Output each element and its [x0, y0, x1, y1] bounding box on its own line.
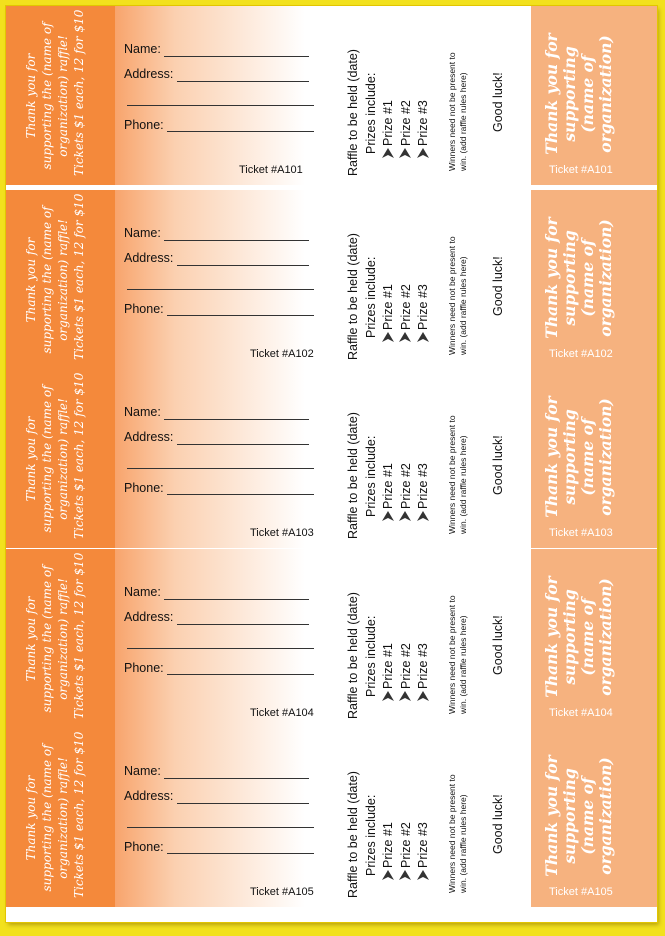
rules-line: Winners need not be present to	[447, 52, 457, 171]
left-stub-line: supporting the (name of	[40, 22, 54, 170]
left-stub	[6, 6, 115, 185]
name-line[interactable]	[164, 56, 309, 57]
stub-ticket-number: Ticket #A103	[549, 527, 613, 539]
prizes-include: Prizes include:	[363, 256, 378, 338]
address-line[interactable]	[177, 803, 309, 804]
right-stub-text	[543, 746, 615, 886]
phone-line[interactable]	[167, 131, 314, 132]
rules-line: Winners need not be present to	[447, 236, 457, 355]
good-luck: Good luck!	[491, 794, 505, 854]
raffle-date: Raffle to be held (date)	[346, 771, 360, 898]
ticket-number: Ticket #A102	[250, 348, 314, 360]
right-stub-line: supporting	[560, 589, 579, 685]
left-stub-text	[23, 193, 87, 360]
right-stub-line: (name of	[578, 239, 597, 317]
address-line[interactable]	[177, 81, 309, 82]
left-stub-line: Tickets $1 each, 12 for $10	[72, 372, 86, 539]
prizes-include: Prizes include:	[363, 794, 378, 876]
address-line[interactable]	[177, 265, 309, 266]
left-stub-line: Tickets $1 each, 12 for $10	[72, 552, 86, 719]
phone-label: Phone:	[124, 302, 164, 316]
right-stub-line: supporting	[560, 46, 579, 142]
left-stub-text	[23, 552, 87, 719]
right-stub-line: (name of	[578, 55, 597, 133]
address-line[interactable]	[177, 624, 309, 625]
phone-line[interactable]	[167, 674, 314, 675]
rules-line: Winners need not be present to	[447, 774, 457, 893]
right-stub-line: Thank you for	[542, 576, 561, 698]
stub-ticket-number: Ticket #A105	[549, 886, 613, 898]
name-label: Name:	[124, 42, 161, 56]
raffle-ticket	[6, 190, 657, 369]
prize-arrow-icon	[382, 867, 394, 885]
prize-3: Prize #3	[416, 100, 430, 146]
right-stub	[531, 190, 657, 369]
ticket-number: Ticket #A101	[239, 164, 303, 176]
prize-arrow-icon	[417, 508, 429, 526]
name-label: Name:	[124, 405, 161, 419]
prize-arrow-icon	[417, 867, 429, 885]
name-line[interactable]	[164, 778, 309, 779]
good-luck: Good luck!	[491, 615, 505, 675]
prize-arrow-icon	[382, 329, 394, 347]
phone-label: Phone:	[124, 481, 164, 495]
address-label: Address:	[124, 789, 174, 803]
prize-3: Prize #3	[416, 822, 430, 868]
right-stub-text	[543, 567, 615, 707]
prize-arrow-icon	[417, 329, 429, 347]
right-stub	[531, 728, 657, 907]
right-stub-text	[543, 387, 615, 527]
address-line-2[interactable]	[127, 105, 314, 106]
right-stub	[531, 6, 657, 185]
prize-1: Prize #1	[381, 822, 395, 868]
raffle-rules	[447, 52, 469, 171]
name-line[interactable]	[164, 240, 309, 241]
left-stub	[6, 190, 115, 369]
right-stub-line: (name of	[578, 777, 597, 855]
rules-line: win. (add raffle rules here)	[458, 256, 468, 355]
prizes-include: Prizes include:	[363, 435, 378, 517]
left-stub-line: organization) raffle!	[56, 398, 70, 520]
right-stub-line: Thank you for	[542, 33, 561, 155]
right-stub-line: Thank you for	[542, 396, 561, 518]
raffle-rules	[447, 774, 469, 893]
prize-2: Prize #2	[398, 643, 413, 689]
prizes-include: Prizes include:	[363, 615, 378, 697]
right-stub	[531, 549, 657, 728]
raffle-date: Raffle to be held (date)	[346, 49, 360, 176]
address-line-2[interactable]	[127, 468, 314, 469]
prize-2: Prize #2	[398, 284, 413, 330]
prize-3: Prize #3	[416, 463, 430, 509]
raffle-date: Raffle to be held (date)	[346, 412, 360, 539]
address-line-2[interactable]	[127, 827, 314, 828]
left-stub-line: organization) raffle!	[56, 757, 70, 879]
address-line-2[interactable]	[127, 648, 314, 649]
good-luck: Good luck!	[491, 72, 505, 132]
right-stub-line: organization)	[596, 219, 615, 337]
right-stub-line: organization)	[596, 35, 615, 153]
address-label: Address:	[124, 251, 174, 265]
left-stub-line: organization) raffle!	[56, 219, 70, 341]
phone-line[interactable]	[167, 494, 314, 495]
address-line-2[interactable]	[127, 289, 314, 290]
raffle-date: Raffle to be held (date)	[346, 592, 360, 719]
right-stub-line: Thank you for	[542, 217, 561, 339]
name-line[interactable]	[164, 419, 309, 420]
left-stub-line: Tickets $1 each, 12 for $10	[72, 9, 86, 176]
prizes-include: Prizes include:	[363, 72, 378, 154]
prize-arrow-icon	[382, 688, 394, 706]
rules-line: Winners need not be present to	[447, 595, 457, 714]
left-stub	[6, 369, 115, 548]
ticket-number: Ticket #A103	[250, 527, 314, 539]
right-stub-line: organization)	[596, 757, 615, 875]
left-stub	[6, 549, 115, 728]
left-stub-line: supporting the (name of	[40, 206, 54, 354]
right-stub-line: organization)	[596, 398, 615, 516]
raffle-ticket	[6, 549, 657, 728]
prize-arrow-icon	[417, 688, 429, 706]
stub-ticket-number: Ticket #A101	[549, 164, 613, 176]
left-stub-line: supporting the (name of	[40, 744, 54, 892]
phone-label: Phone:	[124, 118, 164, 132]
left-stub-line: Thank you for	[24, 775, 38, 861]
right-stub	[531, 369, 657, 548]
left-stub-line: Tickets $1 each, 12 for $10	[72, 193, 86, 360]
right-stub-text	[543, 24, 615, 164]
left-stub-text	[23, 9, 87, 176]
name-label: Name:	[124, 764, 161, 778]
prize-1: Prize #1	[381, 100, 395, 146]
raffle-ticket	[6, 6, 657, 185]
prize-3: Prize #3	[416, 284, 430, 330]
left-stub-line: supporting the (name of	[40, 385, 54, 533]
address-label: Address:	[124, 67, 174, 81]
raffle-rules	[447, 595, 469, 714]
right-stub-line: organization)	[596, 578, 615, 696]
prize-arrow-icon	[382, 508, 394, 526]
right-stub-line: Thank you for	[542, 755, 561, 877]
left-stub-text	[23, 372, 87, 539]
left-stub-line: Thank you for	[24, 237, 38, 323]
left-stub-line: Thank you for	[24, 416, 38, 502]
address-label: Address:	[124, 430, 174, 444]
prize-arrow-icon	[399, 145, 411, 163]
left-stub-line: Tickets $1 each, 12 for $10	[72, 731, 86, 898]
raffle-rules	[447, 415, 469, 534]
left-stub-line: organization) raffle!	[56, 578, 70, 700]
prize-2: Prize #2	[398, 100, 413, 146]
prize-arrow-icon	[399, 508, 411, 526]
raffle-ticket	[6, 369, 657, 548]
ticket-number: Ticket #A105	[250, 886, 314, 898]
right-stub-line: (name of	[578, 598, 597, 676]
prize-2: Prize #2	[398, 463, 413, 509]
stub-ticket-number: Ticket #A102	[549, 348, 613, 360]
right-stub-text	[543, 208, 615, 348]
prize-arrow-icon	[417, 145, 429, 163]
address-line[interactable]	[177, 444, 309, 445]
name-line[interactable]	[164, 599, 309, 600]
left-stub-text	[23, 731, 87, 898]
raffle-ticket-sheet	[6, 6, 657, 922]
name-label: Name:	[124, 226, 161, 240]
right-stub-line: supporting	[560, 409, 579, 505]
right-stub-line: supporting	[560, 768, 579, 864]
prize-arrow-icon	[399, 867, 411, 885]
prize-arrow-icon	[399, 688, 411, 706]
left-stub-line: organization) raffle!	[56, 35, 70, 157]
prize-arrow-icon	[399, 329, 411, 347]
right-stub-line: (name of	[578, 418, 597, 496]
good-luck: Good luck!	[491, 256, 505, 316]
raffle-ticket	[6, 728, 657, 907]
prize-arrow-icon	[382, 145, 394, 163]
prize-1: Prize #1	[381, 463, 395, 509]
rules-line: win. (add raffle rules here)	[458, 794, 468, 893]
rules-line: win. (add raffle rules here)	[458, 72, 468, 171]
right-stub-line: supporting	[560, 230, 579, 326]
left-stub-line: Thank you for	[24, 596, 38, 682]
raffle-date: Raffle to be held (date)	[346, 233, 360, 360]
left-stub	[6, 728, 115, 907]
raffle-rules	[447, 236, 469, 355]
left-stub-line: supporting the (name of	[40, 565, 54, 713]
stub-ticket-number: Ticket #A104	[549, 707, 613, 719]
left-stub-line: Thank you for	[24, 53, 38, 139]
phone-line[interactable]	[167, 853, 314, 854]
prize-1: Prize #1	[381, 643, 395, 689]
prize-3: Prize #3	[416, 643, 430, 689]
prize-2: Prize #2	[398, 822, 413, 868]
name-label: Name:	[124, 585, 161, 599]
rules-line: win. (add raffle rules here)	[458, 615, 468, 714]
phone-line[interactable]	[167, 315, 314, 316]
ticket-number: Ticket #A104	[250, 707, 314, 719]
rules-line: Winners need not be present to	[447, 415, 457, 534]
phone-label: Phone:	[124, 661, 164, 675]
address-label: Address:	[124, 610, 174, 624]
phone-label: Phone:	[124, 840, 164, 854]
good-luck: Good luck!	[491, 435, 505, 495]
rules-line: win. (add raffle rules here)	[458, 435, 468, 534]
prize-1: Prize #1	[381, 284, 395, 330]
